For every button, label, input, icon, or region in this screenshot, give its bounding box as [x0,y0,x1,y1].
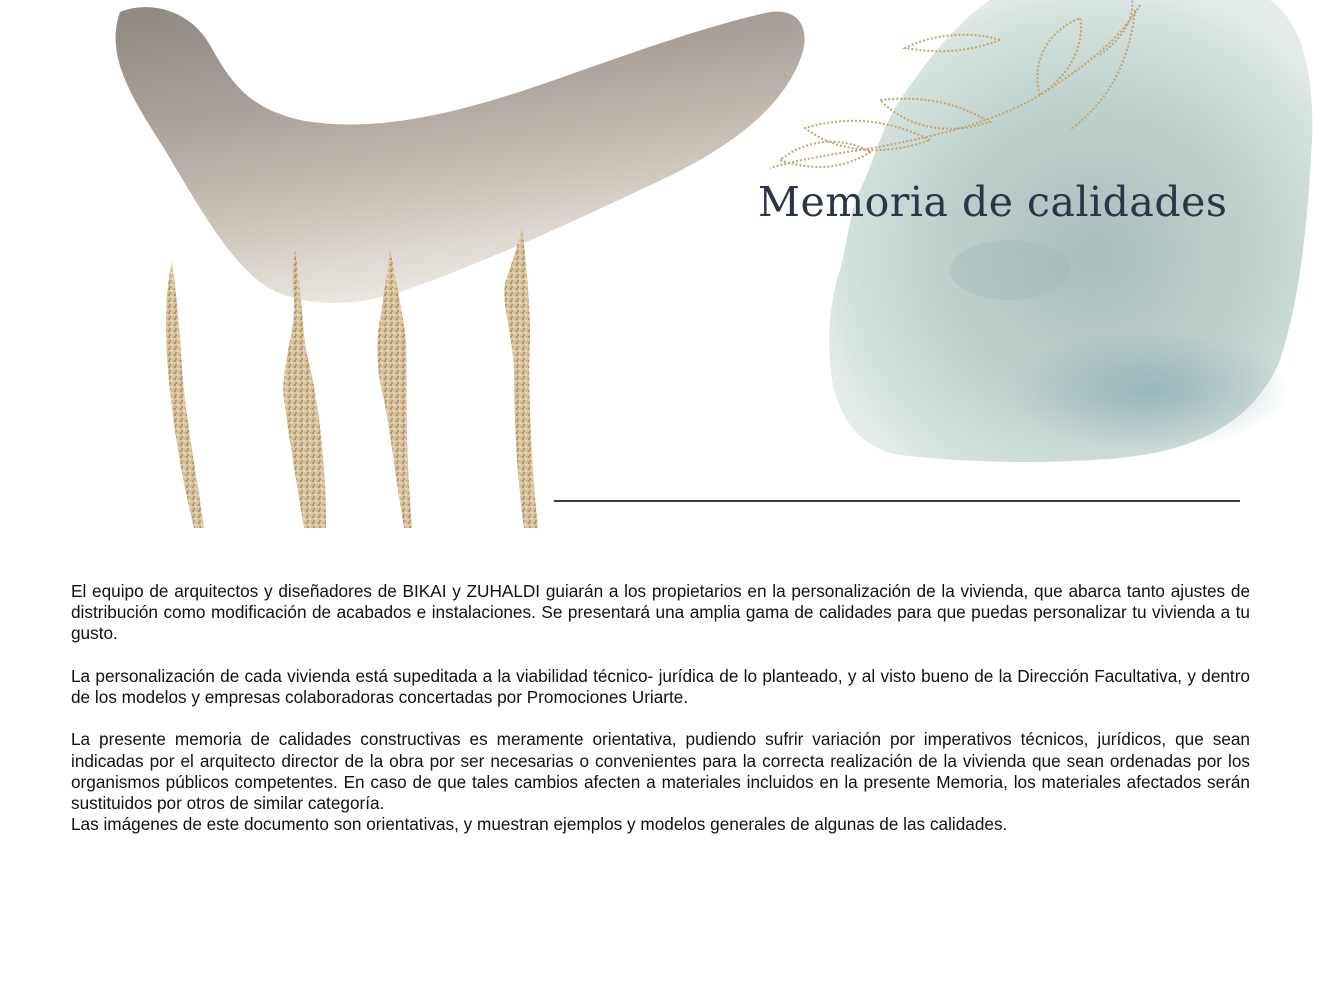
body-text [71,581,1250,857]
paragraph-images-note: Las imágenes de este documento son orientativas, y muestran ejemplos y modelos generales de algunas de las calidades. [71,814,1008,835]
page-title: Memoria de calidades [758,178,1228,226]
paragraph-intro: El equipo de arquitectos y diseñadores de BIKAI y ZUHALDI guiarán a los propietarios en la personalización de la vivienda, que abarca tanto ajustes de distribución como modificación de acabados e instalaciones. Se presentará una amplia gama de calidades para que puedas personalizar tu vivienda a tu gusto. [71,581,1250,644]
gold-glitter-drip [166,262,204,528]
gold-glitter-drip [504,228,538,528]
teal-deep-spot [1010,330,1290,450]
title-divider [554,500,1240,502]
teal-deep-spot [950,240,1070,300]
paragraph-personalization: La personalización de cada vivienda está supeditada a la viabilidad técnico- jurídica de lo planteado, y al visto bueno de la Dirección Facultativa, y dentro de los modelos y empresas colaboradoras concertadas por Promociones Uriarte. [71,665,1250,707]
taupe-brush-shape [116,7,805,303]
paragraph-disclaimer: La presente memoria de calidades constructivas es meramente orientativa, pudiendo sufrir variación por imperativos técnicos, jurídicos, que sean indicadas por el arquitecto director de la obra por ser necesarias o convenientes para la correcta realización de la vivienda que sean ordenadas por los organismos públicos competentes. En caso de que tales cambios afecten a materiales incluidos en la presente Memoria, los materiales afectados serán sustituidos por otros de similar categoría. [71,729,1250,813]
